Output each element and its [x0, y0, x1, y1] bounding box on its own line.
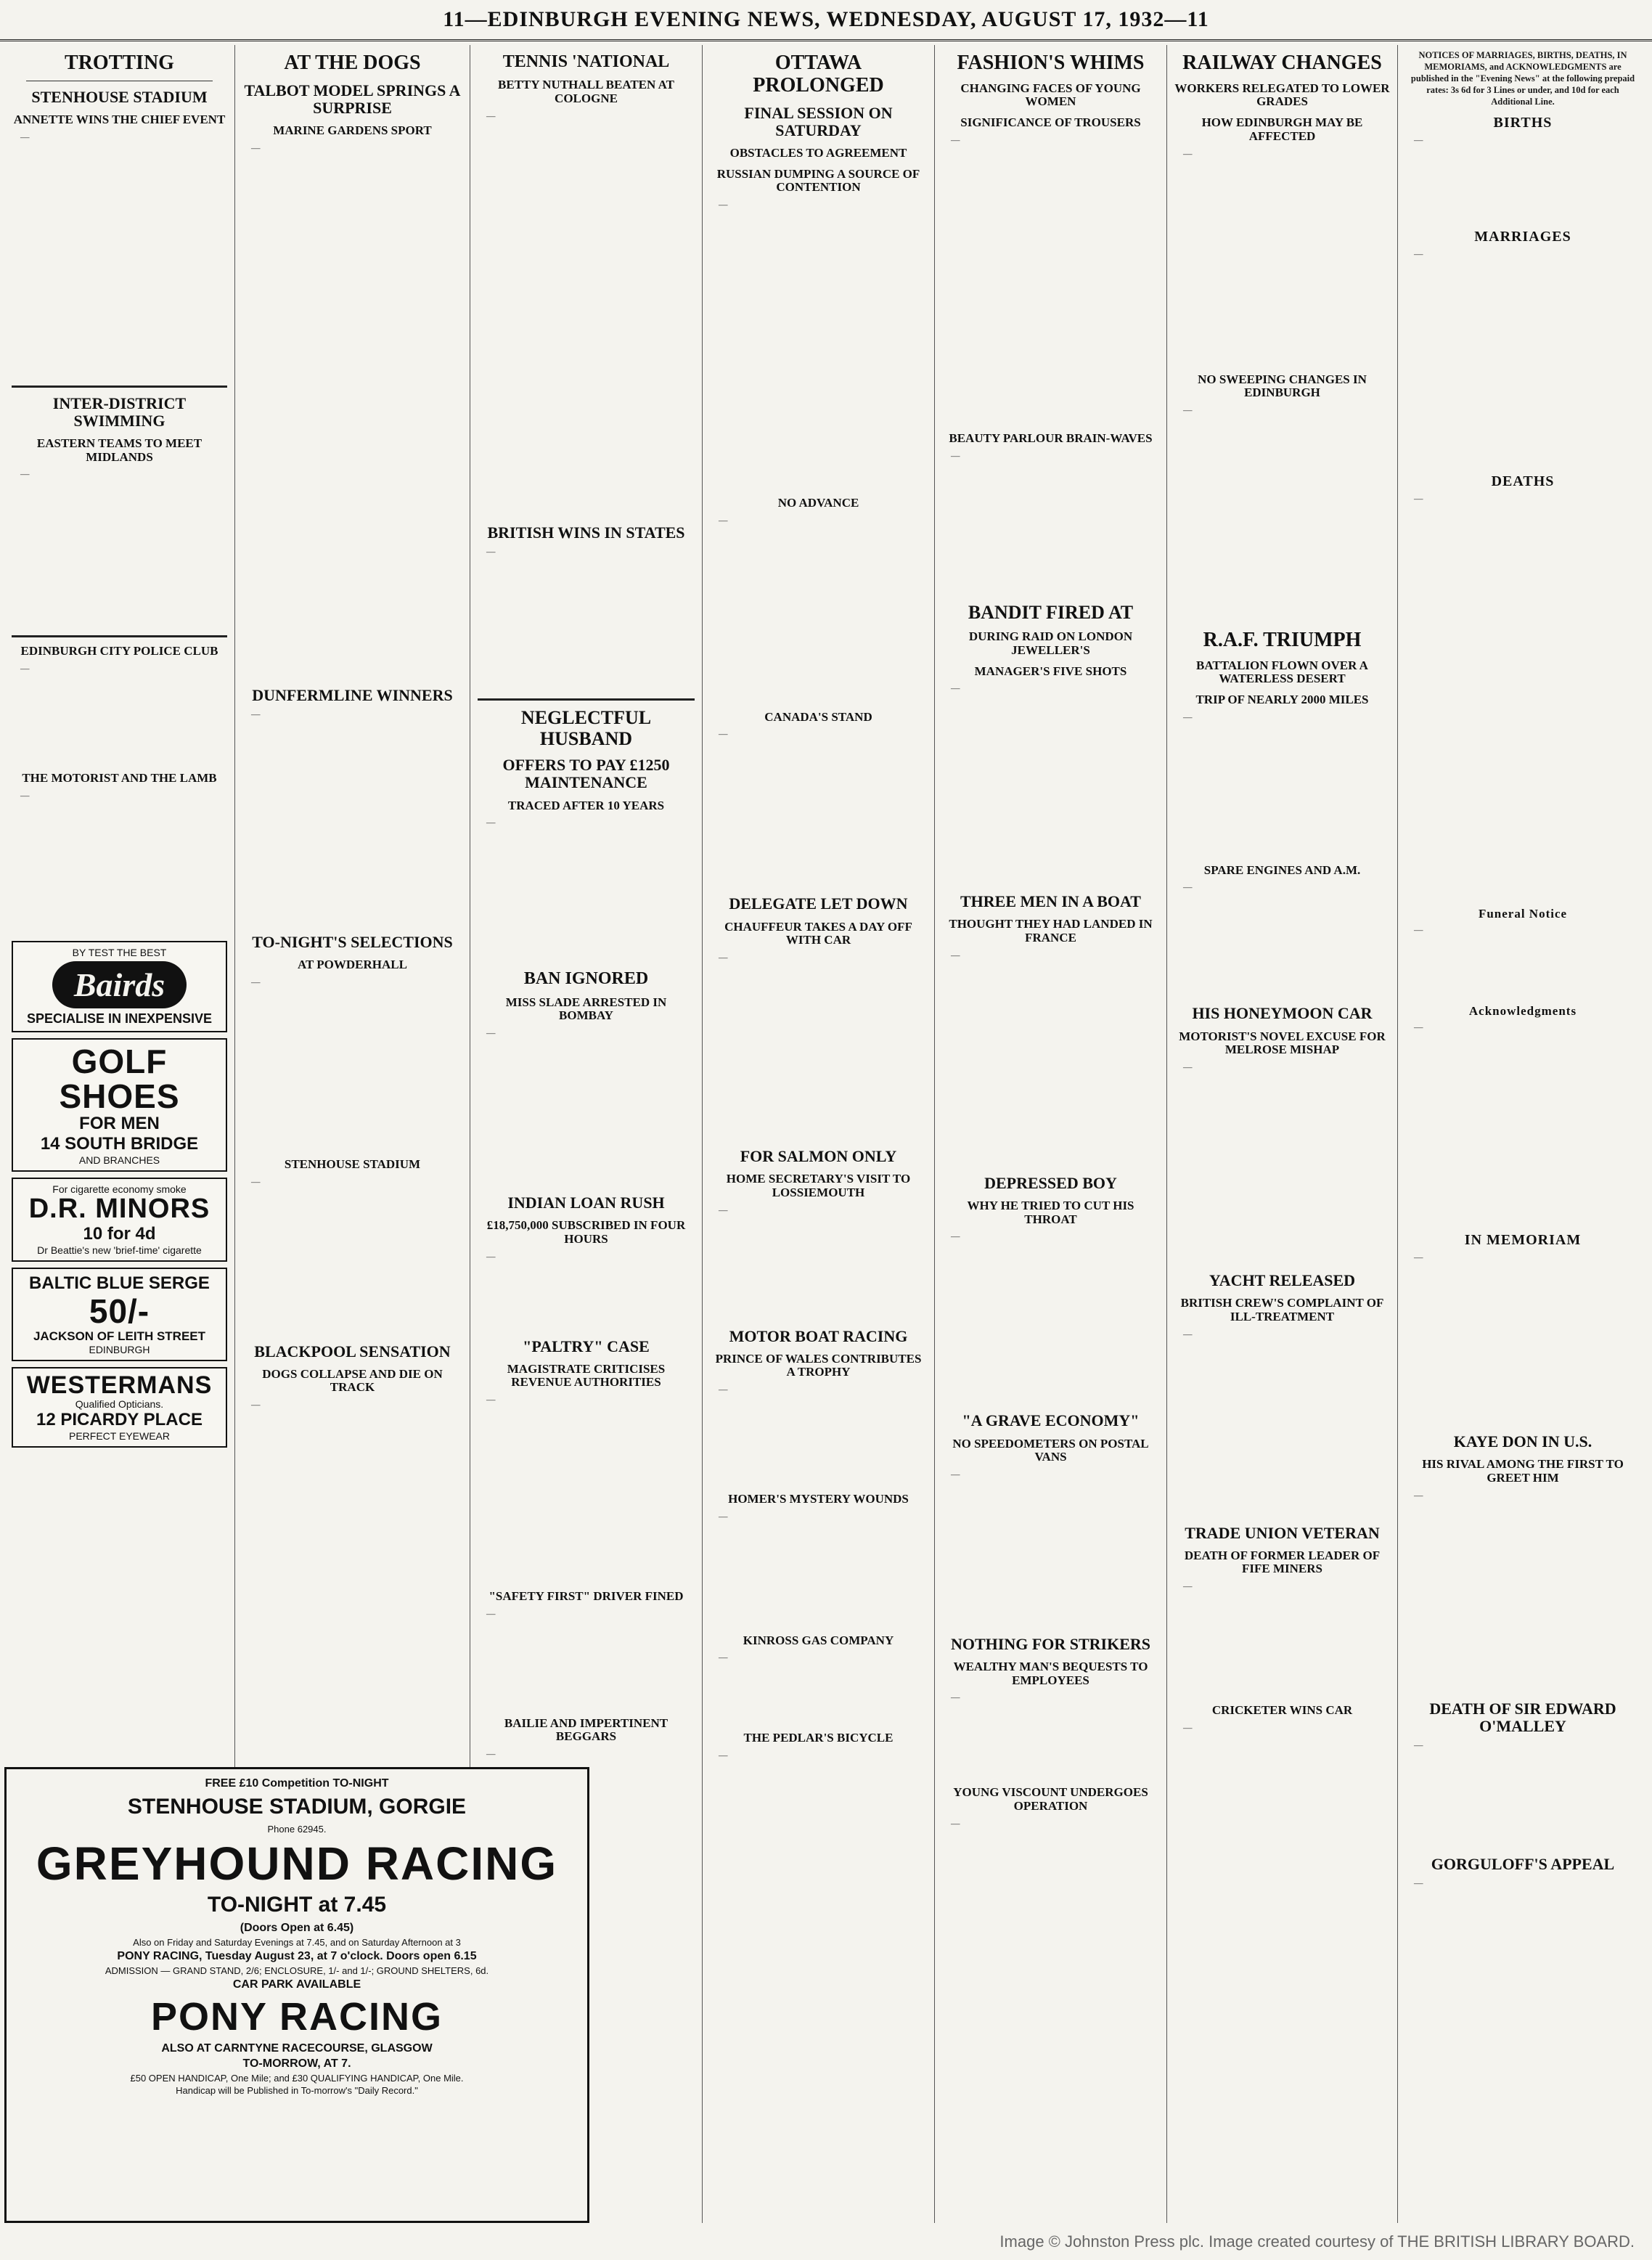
ad-bairds-tag: SPECIALISE IN INEXPENSIVE	[26, 1011, 213, 1026]
article-body: ―	[719, 515, 728, 526]
article-body: ―	[1414, 1878, 1423, 1889]
subhead-miss-slade: MISS SLADE ARRESTED IN BOMBAY	[505, 995, 667, 1023]
headline-police-club: EDINBURGH CITY POLICE CLUB	[20, 644, 218, 658]
headline-omalley: DEATH OF SIR EDWARD O'MALLEY	[1429, 1699, 1616, 1735]
ad-serge-store: JACKSON OF LEITH STREET	[33, 1329, 206, 1343]
subhead-no-advance: NO ADVANCE	[777, 496, 859, 510]
banner-greyhound-racing: GREYHOUND RACING	[36, 1837, 558, 1890]
ad-golf-shoes	[12, 1038, 227, 1172]
headline-dunfermline: DUNFERMLINE WINNERS	[252, 685, 453, 704]
headline-stenhouse-2: STENHOUSE STADIUM	[284, 1156, 421, 1171]
banner-tonight: TO-NIGHT at 7.45	[207, 1893, 387, 1917]
headline-viscount: YOUNG VISCOUNT UNDERGOES OPERATION	[953, 1785, 1148, 1814]
column-5	[935, 45, 1167, 2223]
deaths-heading: DEATHS	[1491, 473, 1555, 489]
headline-honeymoon: HIS HONEYMOON CAR	[1192, 1004, 1373, 1023]
ad-golf-for: FOR MEN	[79, 1114, 160, 1134]
article-body: ―	[1414, 1739, 1423, 1750]
banner-handicap: £50 OPEN HANDICAP, One Mile; and £30 QUALIFYING HANDICAP, One Mile.	[130, 2073, 464, 2084]
ad-golf-title: GOLF SHOES	[59, 1042, 180, 1116]
article-body: ―	[486, 817, 496, 828]
article-body: ―	[1414, 1490, 1423, 1501]
banner-free-competition: FREE £10 Competition TO-NIGHT	[205, 1777, 389, 1790]
subhead-crew: BRITISH CREW'S COMPLAINT OF ILL-TREATMENT	[1180, 1296, 1384, 1323]
article-body: ―	[1414, 494, 1423, 504]
banner-car-park: CAR PARK AVAILABLE	[232, 1978, 361, 1991]
banner-phone: Phone 62945.	[267, 1824, 327, 1835]
article-body: ―	[486, 1395, 496, 1406]
article-body: ―	[486, 1251, 496, 1262]
article-body: ―	[486, 1027, 496, 1038]
subhead-throat: WHY HE TRIED TO CUT HIS THROAT	[967, 1198, 1134, 1226]
article-body: ―	[1183, 1581, 1193, 1592]
headline-depressed-boy: DEPRESSED BOY	[984, 1173, 1117, 1192]
ad-serge-top: BALTIC BLUE SERGE	[29, 1273, 210, 1294]
subhead-trousers: SIGNIFICANCE OF TROUSERS	[960, 115, 1141, 130]
article-body: ―	[251, 709, 261, 720]
headline-trotting: TROTTING	[65, 52, 174, 74]
subhead-talbot: TALBOT MODEL SPRINGS A SURPRISE	[244, 81, 461, 117]
ad-minors-name: D.R. MINORS	[28, 1194, 210, 1225]
greyhound-racing-ad	[4, 1767, 589, 2223]
banner-admission: ADMISSION — GRAND STAND, 2/6; ENCLOSURE, 1/- and 1/-; GROUND SHELTERS, 6d.	[105, 1965, 489, 1976]
column-4	[703, 45, 935, 2223]
subhead-no-sweeping: NO SWEEPING CHANGES IN EDINBURGH	[1198, 372, 1367, 400]
column-6	[1167, 45, 1398, 2223]
article-body: ―	[20, 664, 30, 674]
ad-serge	[12, 1268, 227, 1361]
headline-motor-boat: MOTOR BOAT RACING	[729, 1326, 908, 1345]
headline-indian-loan: INDIAN LOAN RUSH	[507, 1193, 665, 1212]
headline-fashion: FASHION'S WHIMS	[957, 52, 1145, 74]
subhead-spare-engines: SPARE ENGINES AND A.M.	[1203, 862, 1361, 877]
ad-golf-branches: AND BRANCHES	[78, 1154, 160, 1167]
banner-pony-racing: PONY RACING	[150, 1995, 443, 2039]
headline-salmon: FOR SALMON ONLY	[740, 1146, 897, 1165]
banner-pony-tuesday: PONY RACING, Tuesday August 23, at 7 o'clock. Doors open 6.15	[117, 1950, 477, 1962]
ad-westermans	[12, 1367, 227, 1448]
article-body: ―	[486, 1608, 496, 1619]
subhead-five-shots: MANAGER'S FIVE SHOTS	[974, 664, 1127, 678]
article-body: ―	[719, 1750, 728, 1761]
headline-blackpool: BLACKPOOL SENSATION	[254, 1342, 451, 1361]
subhead-nuthall: BETTY NUTHALL BEATEN AT COLOGNE	[498, 78, 674, 106]
article-body: ―	[486, 546, 496, 557]
funeral-heading: Funeral Notice	[1478, 907, 1568, 921]
headline-kaye-don: KAYE DON IN U.S.	[1453, 1432, 1592, 1451]
subhead-subscribed: £18,750,000 SUBSCRIBED IN FOUR HOURS	[486, 1218, 686, 1246]
article-body: ―	[719, 1384, 728, 1395]
headline-motorist-lamb: THE MOTORIST AND THE LAMB	[22, 771, 217, 786]
subhead-final-session: FINAL SESSION ON SATURDAY	[744, 103, 893, 139]
article-body: ―	[486, 110, 496, 121]
headline-yacht: YACHT RELEASED	[1209, 1271, 1356, 1290]
ad-bairds	[12, 941, 227, 1032]
article-body: ―	[951, 1231, 960, 1242]
headline-trade-union: TRADE UNION VETERAN	[1185, 1523, 1380, 1542]
subhead-beauty: BEAUTY PARLOUR BRAIN-WAVES	[949, 431, 1153, 445]
image-credit: Image © Johnston Press plc. Image created courtesy of THE BRITISH LIBRARY BOARD.	[999, 2232, 1635, 2251]
article-body: ―	[951, 683, 960, 694]
article-body: ―	[719, 729, 728, 740]
article-body: ―	[951, 134, 960, 145]
ad-golf-addr: 14 SOUTH BRIDGE	[40, 1134, 199, 1154]
ad-minors	[12, 1178, 227, 1262]
article-body: ―	[251, 1176, 261, 1187]
subhead-melrose: MOTORIST'S NOVEL EXCUSE FOR MELROSE MISHAP	[1179, 1029, 1386, 1057]
subhead-france: THOUGHT THEY HAD LANDED IN FRANCE	[949, 917, 1153, 945]
article-body: ―	[1183, 148, 1193, 159]
article-body: ―	[1183, 711, 1193, 722]
subhead-dogs-collapse: DOGS COLLAPSE AND DIE ON TRACK	[262, 1366, 443, 1395]
banner-doors: (Doors Open at 6.45)	[240, 1922, 354, 1934]
bairds-logo: Bairds	[52, 961, 187, 1008]
subhead-traced: TRACED AFTER 10 YEARS	[507, 798, 665, 812]
article-body: ―	[1414, 249, 1423, 259]
headline-paltry: "PALTRY" CASE	[523, 1337, 650, 1355]
subhead-edinburgh: HOW EDINBURGH MAY BE AFFECTED	[1201, 115, 1363, 143]
headline-grave-economy: "A GRAVE ECONOMY"	[962, 1411, 1140, 1430]
births-heading: BIRTHS	[1493, 115, 1553, 131]
ad-minors-top: For cigarette economy smoke	[52, 1183, 187, 1196]
banner-tomorrow: TO-MORROW, AT 7.	[242, 2057, 351, 2070]
article-body: ―	[719, 200, 728, 211]
headline-raf: R.A.F. TRIUMPH	[1203, 628, 1362, 651]
ad-west-eyewear: PERFECT EYEWEAR	[69, 1430, 170, 1443]
headline-bandit: BANDIT FIRED AT	[968, 601, 1134, 623]
article-body: ―	[719, 952, 728, 963]
banner-published: Handicap will be Published in To-morrow's "Daily Record."	[176, 2085, 418, 2096]
ad-west-name: WESTERMANS	[26, 1371, 213, 1399]
article-body: ―	[1183, 1062, 1193, 1073]
ad-minors-price: 10 for 4d	[83, 1224, 156, 1244]
article-body: ―	[1414, 925, 1423, 935]
subhead-marine: MARINE GARDENS SPORT	[273, 123, 432, 138]
column-7	[1398, 45, 1648, 2223]
subhead-bequests: WEALTHY MAN'S BEQUESTS TO EMPLOYEES	[953, 1660, 1148, 1687]
article-body: ―	[251, 976, 261, 987]
article-body: ―	[1183, 404, 1193, 415]
headline-three-men: THREE MEN IN A BOAT	[960, 892, 1141, 911]
subhead-annette: ANNETTE WINS THE CHIEF EVENT	[13, 112, 226, 126]
headline-railway: RAILWAY CHANGES	[1182, 52, 1382, 74]
article-body: ―	[1414, 1022, 1423, 1032]
article-body: ―	[20, 469, 30, 480]
ad-serge-city: EDINBURGH	[89, 1343, 150, 1355]
headline-bailie: BAILIE AND IMPERTINENT BEGGARS	[504, 1716, 668, 1744]
banner-also: Also on Friday and Saturday Evenings at 7.45, and on Saturday Afternoon at 3	[133, 1937, 461, 1948]
headline-tennis: TENNIS 'NATIONAL	[502, 52, 670, 71]
ad-bairds-top: BY TEST THE BEST	[72, 946, 167, 958]
article-body: ―	[951, 450, 960, 461]
article-body: ―	[1183, 1329, 1193, 1339]
headline-british-wins: BRITISH WINS IN STATES	[487, 523, 685, 542]
article-body: ―	[1183, 1722, 1193, 1733]
headline-ban-ignored: BAN IGNORED	[523, 969, 649, 989]
ack-heading: Acknowledgments	[1468, 1004, 1577, 1018]
subhead-workers: WORKERS RELEGATED TO LOWER GRADES	[1174, 81, 1390, 109]
article-body: ―	[20, 131, 30, 142]
headline-pedlar: THE PEDLAR'S BICYCLE	[743, 1731, 894, 1745]
ad-west-sub: Qualified Opticians.	[75, 1398, 164, 1411]
headline-kinross: KINROSS GAS COMPANY	[743, 1633, 894, 1647]
subhead-jeweller: DURING RAID ON LONDON JEWELLER'S	[968, 629, 1133, 657]
masthead: 11—EDINBURGH EVENING NEWS, WEDNESDAY, AUGUST 17, 1932—11	[0, 0, 1652, 41]
headline-strikers: NOTHING FOR STRIKERS	[950, 1634, 1151, 1653]
headline-homer: HOMER'S MYSTERY WOUNDS	[728, 1492, 909, 1506]
subhead-battalion: BATTALION FLOWN OVER A WATERLESS DESERT	[1196, 658, 1368, 686]
subhead-fife: DEATH OF FORMER LEADER OF FIFE MINERS	[1184, 1548, 1381, 1576]
subhead-speedometers: NO SPEEDOMETERS ON POSTAL VANS	[952, 1436, 1149, 1464]
ad-minors-note: Dr Beattie's new 'brief-time' cigarette	[37, 1244, 202, 1257]
article-body: ―	[951, 1692, 960, 1703]
article-body: ―	[1414, 135, 1423, 145]
banner-stadium: STENHOUSE STADIUM, GORGIE	[127, 1795, 467, 1819]
subhead-maintenance: OFFERS TO PAY £1250 MAINTENANCE	[502, 756, 670, 792]
subhead-swimming: EASTERN TEAMS TO MEET MIDLANDS	[36, 436, 203, 464]
headline-at-the-dogs: AT THE DOGS	[284, 52, 421, 74]
subhead-powderhall: AT POWDERHALL	[298, 958, 407, 972]
subhead-lossiemouth: HOME SECRETARY'S VISIT TO LOSSIEMOUTH	[726, 1172, 911, 1199]
article-body: ―	[719, 1511, 728, 1522]
article-body: ―	[719, 1204, 728, 1215]
subhead-trip: TRIP OF NEARLY 2000 MILES	[1195, 693, 1369, 707]
subhead-changing-faces: CHANGING FACES OF YOUNG WOMEN	[960, 81, 1141, 109]
article-body: ―	[486, 1749, 496, 1760]
subhead-rival: HIS RIVAL AMONG THE FIRST TO GREET HIM	[1422, 1457, 1624, 1485]
banner-carntyne: ALSO AT CARNTYNE RACECOURSE, GLASGOW	[161, 2042, 433, 2055]
article-body: ―	[251, 1400, 261, 1411]
article-body: ―	[1183, 882, 1193, 893]
headline-neglectful: NEGLECTFUL HUSBAND	[520, 706, 652, 749]
article-body: ―	[719, 1652, 728, 1663]
memoriam-heading: IN MEMORIAM	[1464, 1232, 1582, 1248]
subhead-chauffeur: CHAUFFEUR TAKES A DAY OFF WITH CAR	[724, 919, 912, 947]
headline-delegate: DELEGATE LET DOWN	[729, 894, 908, 913]
article-body: ―	[1414, 1252, 1423, 1262]
subhead-prince: PRINCE OF WALES CONTRIBUTES A TROPHY	[715, 1351, 922, 1379]
article-body: ―	[20, 790, 30, 801]
subhead-obstacles: OBSTACLES TO AGREEMENT	[729, 145, 907, 160]
notices-rates: NOTICES OF MARRIAGES, BIRTHS, DEATHS, IN MEMORIAMS, and ACKNOWLEDGMENTS are published in the "Evening News" at the following prepaid rates: 3s 6d for 3 Lines or under, and 10d for each Additional Line.	[1410, 50, 1635, 107]
headline-ottawa: OTTAWA PROLONGED	[753, 52, 884, 97]
article-body: ―	[951, 1818, 960, 1829]
subhead-canada: CANADA'S STAND	[764, 709, 872, 724]
subhead-russian: RUSSIAN DUMPING A SOURCE OF CONTENTION	[716, 166, 920, 195]
article-body: ―	[951, 1469, 960, 1480]
headline-gorguloff: GORGULOFF'S APPEAL	[1431, 1854, 1615, 1873]
headline-safety-first: "SAFETY FIRST" DRIVER FINED	[488, 1589, 684, 1604]
headline-selections: TO-NIGHT'S SELECTIONS	[252, 933, 453, 952]
headline-swimming: INTER-DISTRICT SWIMMING	[52, 393, 187, 430]
article-body: ―	[251, 142, 261, 153]
subhead-magistrate: MAGISTRATE CRITICISES REVENUE AUTHORITIES	[507, 1361, 666, 1390]
ad-west-addr: 12 PICARDY PLACE	[36, 1410, 203, 1430]
subhead-stenhouse: STENHOUSE STADIUM	[31, 87, 208, 106]
headline-cricketer: CRICKETER WINS CAR	[1211, 1703, 1353, 1718]
article-body: ―	[951, 950, 960, 960]
ad-serge-price: 50/-	[89, 1292, 150, 1331]
marriages-heading: MARRIAGES	[1474, 229, 1571, 245]
